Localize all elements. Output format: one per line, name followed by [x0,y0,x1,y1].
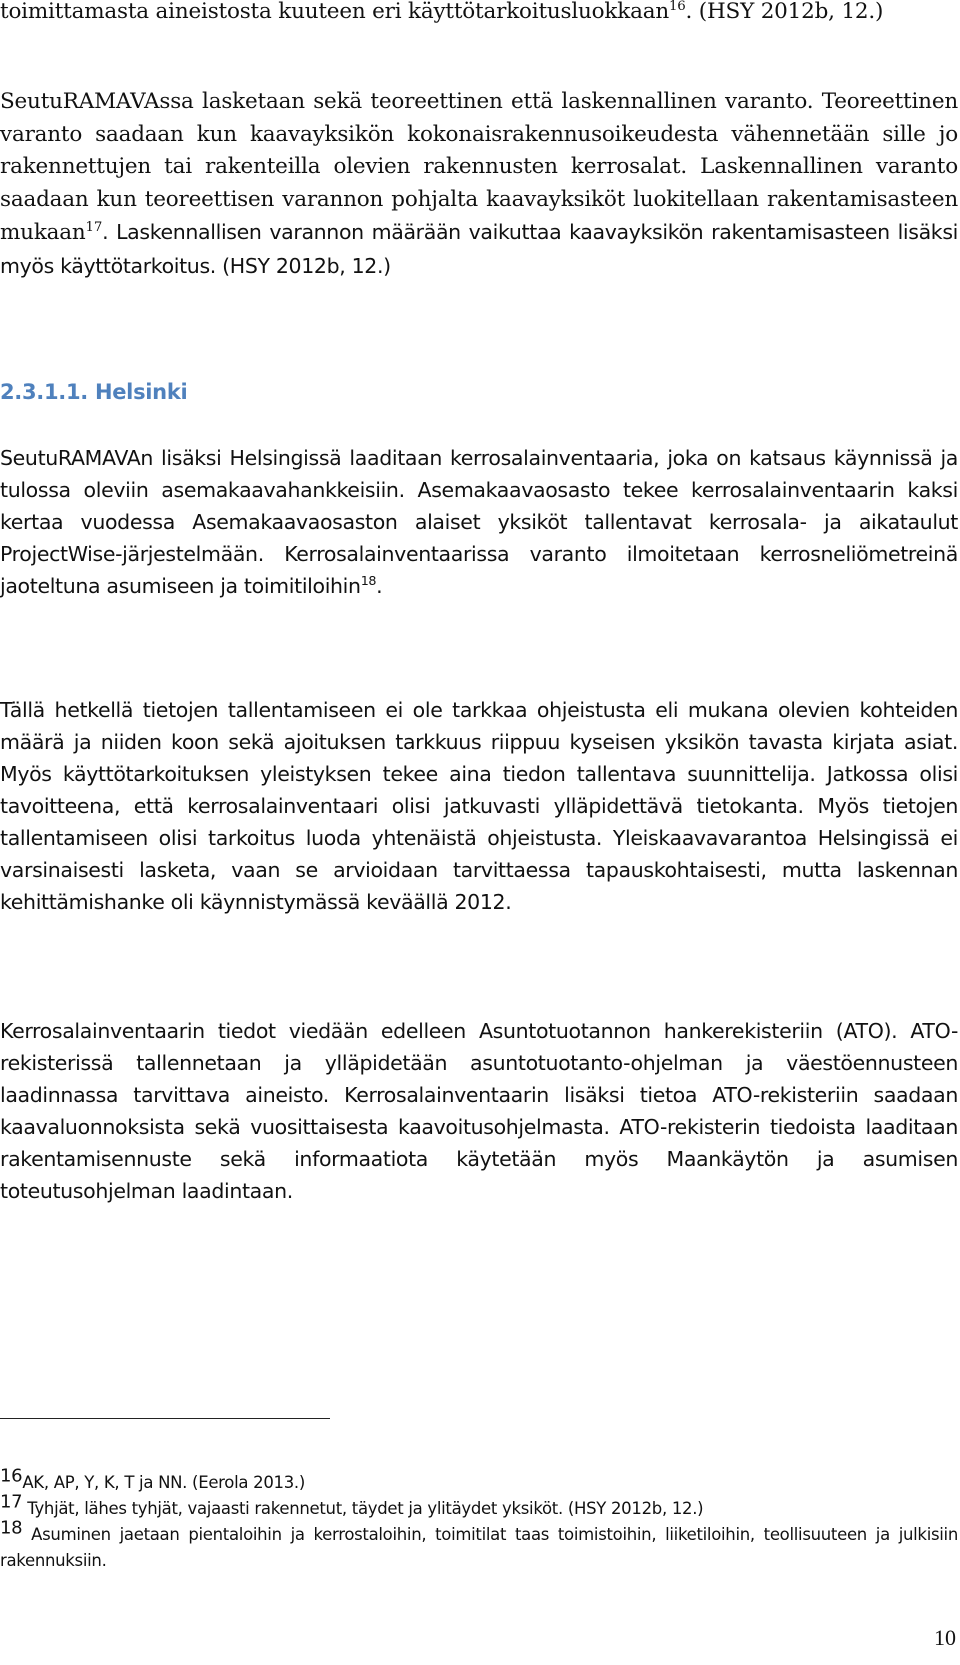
footnote-18: $^{18}$ Asuminen jaetaan pientaloihin ja kerrostaloihin, toimitilat taas toimistoihin, liiketiloihin, teollisuuteen ja julkisiin rakennuksiin. [0,1517,958,1570]
intro-paragraph [0,0,958,29]
paragraph-helsinki-2 [0,694,958,918]
footnote-ref-16[interactable]: 16 [668,0,686,14]
section-heading: 2.3.1.1. Helsinki [0,380,188,404]
footnote-16: $^{16}$AK, AP, Y, K, T ja NN. (Eerola 2013.) [0,1465,305,1492]
paragraph-seuturamava [0,86,958,283]
paragraph-end: . [376,574,383,598]
paragraph-text-continued: . Laskennallisen varannon määrään vaikuttaa kaavayksikön rakentamisasteen lisäksi myös käyttötarkoitus. (HSY 2012b, 12.) [0,220,958,278]
footnote-ref-17[interactable]: 17 [85,219,103,235]
footnote-17: $^{17}$ Tyhjät, lähes tyhjät, vajaasti rakennetut, täydet ja ylitäydet yksiköt. (HSY 2012b, 12.) [0,1491,704,1518]
footnote-ref-18[interactable]: 18 [360,573,377,589]
page-number: 10 [934,1625,956,1650]
paragraph-text: Kerrosalainventaarin tiedot viedään edelleen Asuntotuotannon hankerekisteriin (ATO). ATO-rekisterissä tallennetaan ja ylläpidetään asuntotuotanto-ohjelman ja väestöennusteen laadinnassa tarvittava aineisto. Kerrosalainventaarin lisäksi tietoa ATO-rekisteriin saadaan kaavaluonnoksista sekä vuosittaisesta kaavoitusohjelmasta. ATO-rekisterin tiedoista laaditaan rakentamisennuste sekä informaatiota käytetään myös Maankäytön ja asumisen toteutusohjelman laadintaan. [0,1019,958,1203]
intro-text: toimittamasta aineistosta kuuteen eri käyttötarkoitusluokkaan [0,0,669,24]
paragraph-text: Tällä hetkellä tietojen tallentamiseen ei ole tarkkaa ohjeistusta eli mukana olevien kohteiden määrä ja niiden koon sekä ajoituksen tarkkuus riippuu kyseisen yksikön tavasta kirjata asiat. Myös käyttötarkoituksen yleistyksen tekee aina tiedon tallentava suunnittelija. Jatkossa olisi tavoitteena, että kerrosalainventaari olisi jatkuvasti ylläpidettävä tietokanta. Myös tietojen tallentamiseen olisi tarkoitus luoda yhtenäistä ohjeistusta. Yleiskaavavarantoa Helsingissä ei varsinaisesti lasketa, vaan se arvioidaan tarvittaessa tapauskohtaisesti, mutta laskennan kehittämishanke oli käynnistymässä keväällä 2012. [0,698,958,914]
paragraph-text: SeutuRAMAVAssa lasketaan sekä teoreettinen että laskennallinen varanto. Teoreettinen varanto saadaan kun kaavayksikön kokonaisrakennusoikeudesta vähennetään sille jo rakennettujen tai rakenteilla olevien rakennusten kerrosalat. Laskennallinen varanto saadaan kun teoreettisen varannon pohjalta kaavayksiköt luokitellaan rakentamisasteen mukaan [0,89,958,245]
footnote-divider [0,1418,330,1419]
intro-citation: . (HSY 2012b, 12.) [685,0,884,24]
paragraph-helsinki-3 [0,1015,958,1207]
paragraph-text: SeutuRAMAVAn lisäksi Helsingissä laaditaan kerrosalainventaaria, joka on katsaus käynnissä ja tulossa oleviin asemakaavahankkeisiin. Asemakaavaosasto tekee kerrosalainventaarin kaksi kertaa vuodessa Asemakaavaosaston alaiset yksiköt tallentavat kerrosala- ja aikataulut ProjectWise-järjestelmään. Kerrosalainventaarissa varanto ilmoitetaan kerrosneliömetreinä jaoteltuna asumiseen ja toimitiloihin [0,446,958,598]
paragraph-helsinki-1 [0,442,958,602]
footnotes [0,1465,958,1574]
